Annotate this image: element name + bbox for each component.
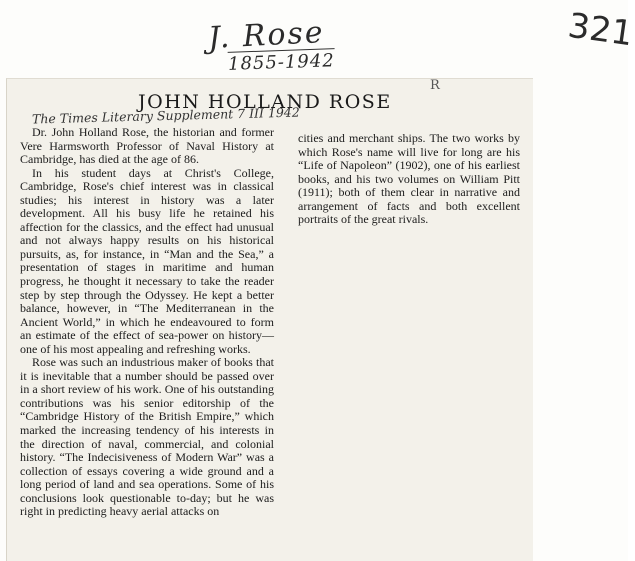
article-left-column [20, 126, 274, 519]
handwritten-source-note: The Times Literary Supplement 7 III 1942 [31, 104, 300, 127]
article-paragraph: Rose was such an industrious maker of books that it is inevitable that a number should be passed over in a short review of his work. One of his outstanding contributions was his senior editorship of the “Cambridge History of the British Empire,” which marked the increasing tendency of his interests in the direction of naval, commercial, and colonial history. “The Indecisiveness of Modern War” was a collection of essays covering a wide ground and a long period of land and sea operations. Some of his conclusions look questionable to-day; but he was right in predicting heavy aerial attacks on [20, 355, 274, 519]
article-right-column [298, 132, 520, 227]
handwritten-page-number: 321 [565, 5, 635, 55]
article-paragraph: Dr. John Holland Rose, the historian and former Vere Harmsworth Professor of Naval History at Cambridge, has died at the age of 86. [20, 125, 274, 167]
article-headline: JOHN HOLLAND ROSE [138, 91, 392, 113]
handwritten-dates: 1855-1942 [227, 50, 336, 75]
article-paragraph: cities and merchant ships. The two works by which Rose's name will live for long are his “Life of Napoleon” (1902), one of his earliest books, and his two volumes on William Pitt (1911); both of them clear in narrative and arrangement of facts and both excellent portraits of the great rivals. [298, 131, 520, 227]
handwritten-margin-mark: R [430, 78, 440, 93]
article-paragraph: In his student days at Christ's College, Cambridge, Rose's chief interest was in classical studies; his interest in history was a later development. All his busy life he retained his affection for the classics, and the effect had unusual and not always happy results on his historical pursuits, as, for instance, in “Man and the Sea,” a presentation of stages in maritime and human progress, he thought it necessary to take the reader step by step through the Odyssey. He kept a better balance, however, in “The Mediterranean in the Ancient World,” in which he endeavoured to form an estimate of the effect of sea-power on history—one of his most appealing and refreshing works. [20, 165, 274, 356]
handwritten-name: J. Rose [207, 14, 326, 57]
